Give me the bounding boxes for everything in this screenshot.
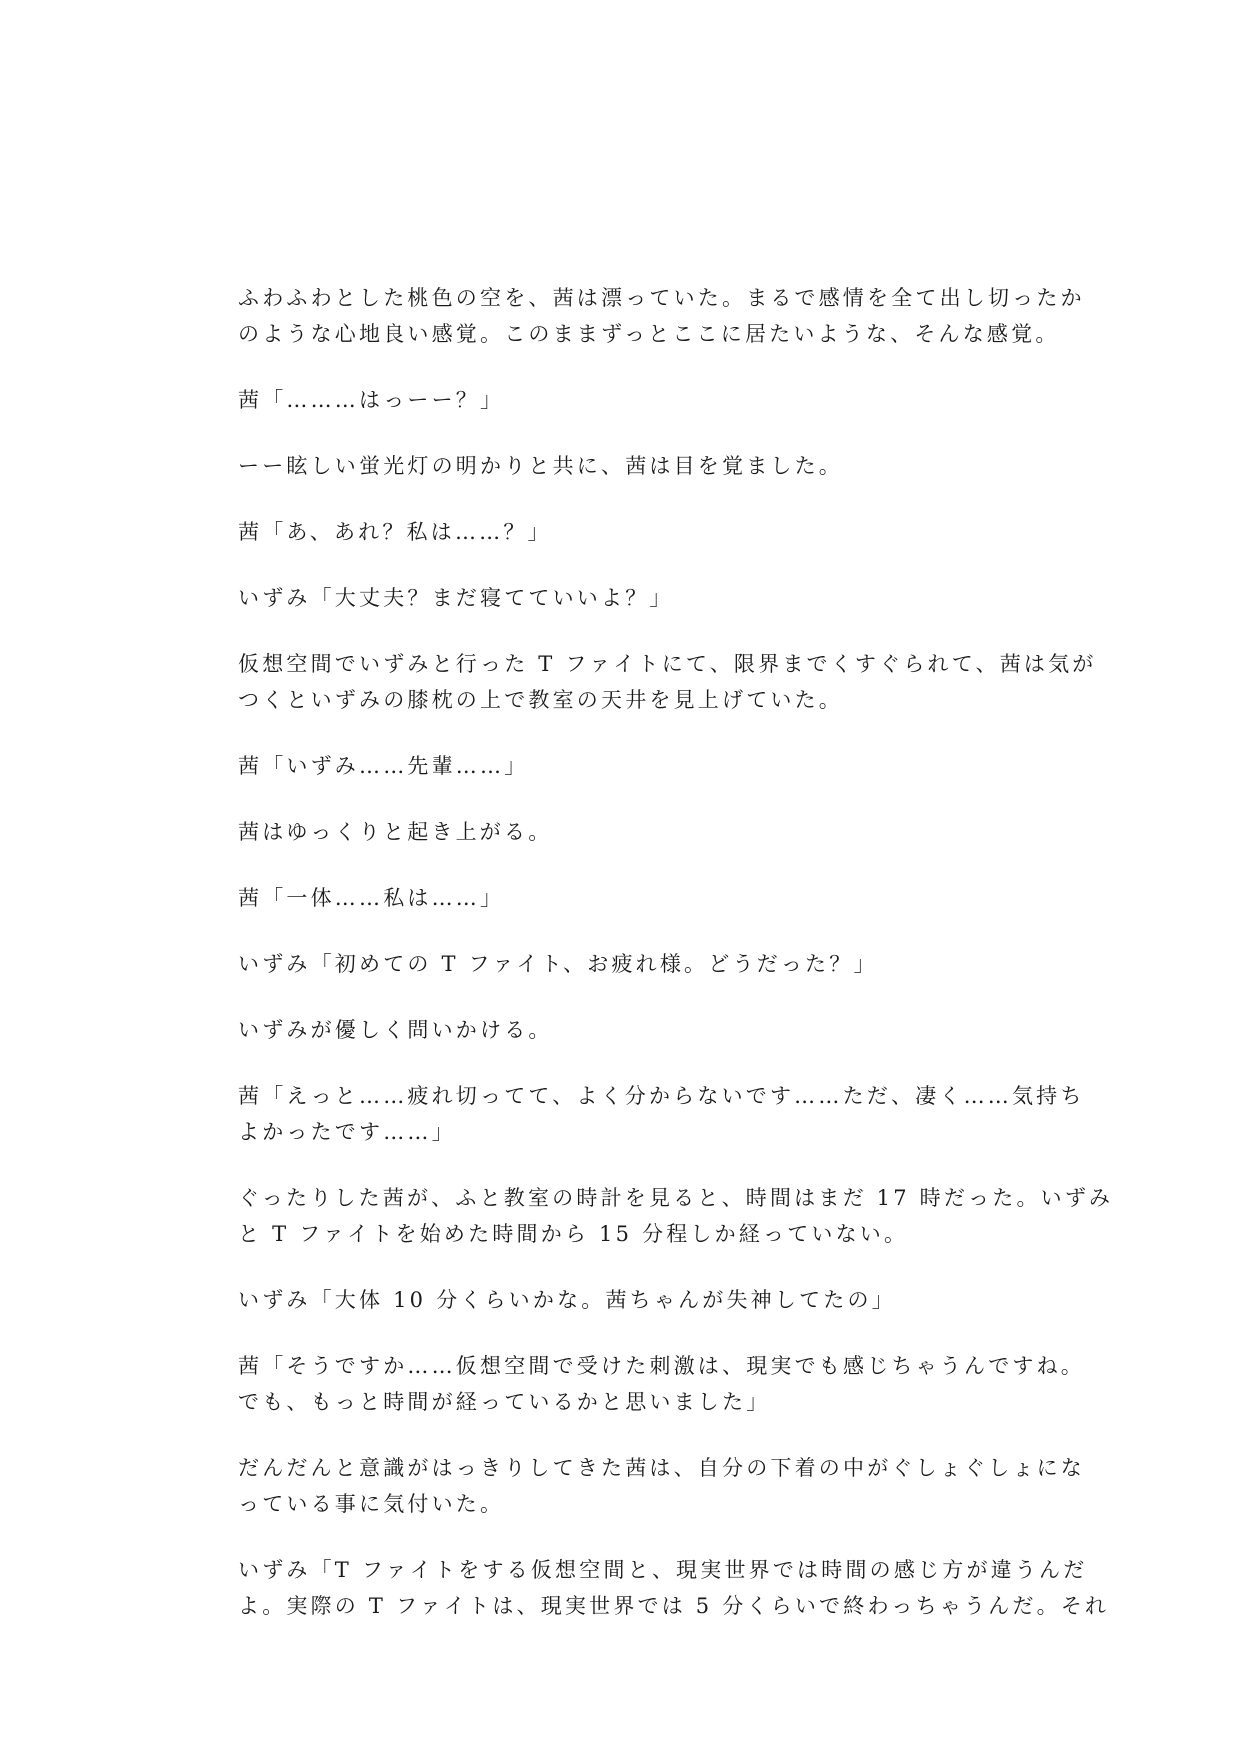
paragraph-line: よ。実際の T ファイトは、現実世界では 5 分くらいで終わっちゃうんだ。それ: [238, 1594, 1110, 1618]
paragraph-15: [238, 1348, 1085, 1420]
paragraph-line: いずみ「大体 10 分くらいかな。茜ちゃんが失神してたの」: [238, 1288, 896, 1312]
paragraph-line: 仮想空間でいずみと行った T ファイトにて、限界までくすぐられて、茜は気が: [238, 652, 1097, 676]
paragraph-11: [238, 1012, 1008, 1048]
paragraph-line: 茜「そうですか……仮想空間で受けた刺激は、現実でも感じちゃうんですね。: [238, 1354, 1085, 1378]
paragraph-line: のような心地良い感覚。このままずっとここに居たいような、そんな感覚。: [238, 322, 1060, 346]
paragraph-4: [238, 514, 1008, 550]
paragraph-line: と T ファイトを始めた時間から 15 分程しか経っていない。: [238, 1222, 909, 1246]
paragraph-14: [238, 1282, 1008, 1318]
paragraph-17: [238, 1552, 1110, 1624]
paragraph-line: 茜はゆっくりと起き上がる。: [238, 820, 553, 844]
paragraph-line: ーー眩しい蛍光灯の明かりと共に、茜は目を覚ました。: [238, 454, 843, 478]
paragraph-line: 茜「えっと……疲れ切ってて、よく分からないです……ただ、凄く……気持ち: [238, 1084, 1085, 1108]
paragraph-line: いずみ「T ファイトをする仮想空間と、現実世界では時間の感じ方が違うんだ: [238, 1558, 1088, 1582]
paragraph-line: いずみ「大丈夫？まだ寝てていいよ？」: [238, 586, 674, 610]
paragraph-line: ぐったりした茜が、ふと教室の時計を見ると、時間はまだ 17 時だった。いずみ: [238, 1186, 1114, 1210]
paragraph-line: 茜「あ、あれ？私は……？」: [238, 520, 552, 544]
paragraph-8: [238, 814, 1008, 850]
paragraph-5: [238, 580, 1008, 616]
paragraph-line: 茜「いずみ……先輩……」: [238, 754, 529, 778]
story-text: [238, 280, 1114, 1654]
paragraph-line: っている事に気付いた。: [238, 1492, 505, 1516]
paragraph-line: 茜「一体……私は……」: [238, 886, 505, 910]
paragraph-10: [238, 946, 1008, 982]
paragraph-3: [238, 448, 1008, 484]
paragraph-7: [238, 748, 1008, 784]
paragraph-line: いずみ「初めての T ファイト、お疲れ様。どうだった？」: [238, 952, 878, 976]
paragraph-2: [238, 382, 1008, 418]
paragraph-9: [238, 880, 1008, 916]
paragraph-line: 茜「………はっーー？」: [238, 388, 505, 412]
paragraph-12: [238, 1078, 1085, 1150]
paragraph-line: でも、もっと時間が経っているかと思いました」: [238, 1390, 771, 1414]
paragraph-line: よかったです……」: [238, 1120, 456, 1144]
paragraph-6: [238, 646, 1097, 718]
paragraph-line: ふわふわとした桃色の空を、茜は漂っていた。まるで感情を全て出し切ったか: [238, 286, 1085, 310]
paragraph-13: [238, 1180, 1114, 1252]
paragraph-line: つくといずみの膝枕の上で教室の天井を見上げていた。: [238, 688, 843, 712]
paragraph-16: [238, 1450, 1085, 1522]
paragraph-line: いずみが優しく問いかける。: [238, 1018, 553, 1042]
paragraph-line: だんだんと意識がはっきりしてきた茜は、自分の下着の中がぐしょぐしょにな: [238, 1456, 1085, 1480]
paragraph-1: [238, 280, 1085, 352]
